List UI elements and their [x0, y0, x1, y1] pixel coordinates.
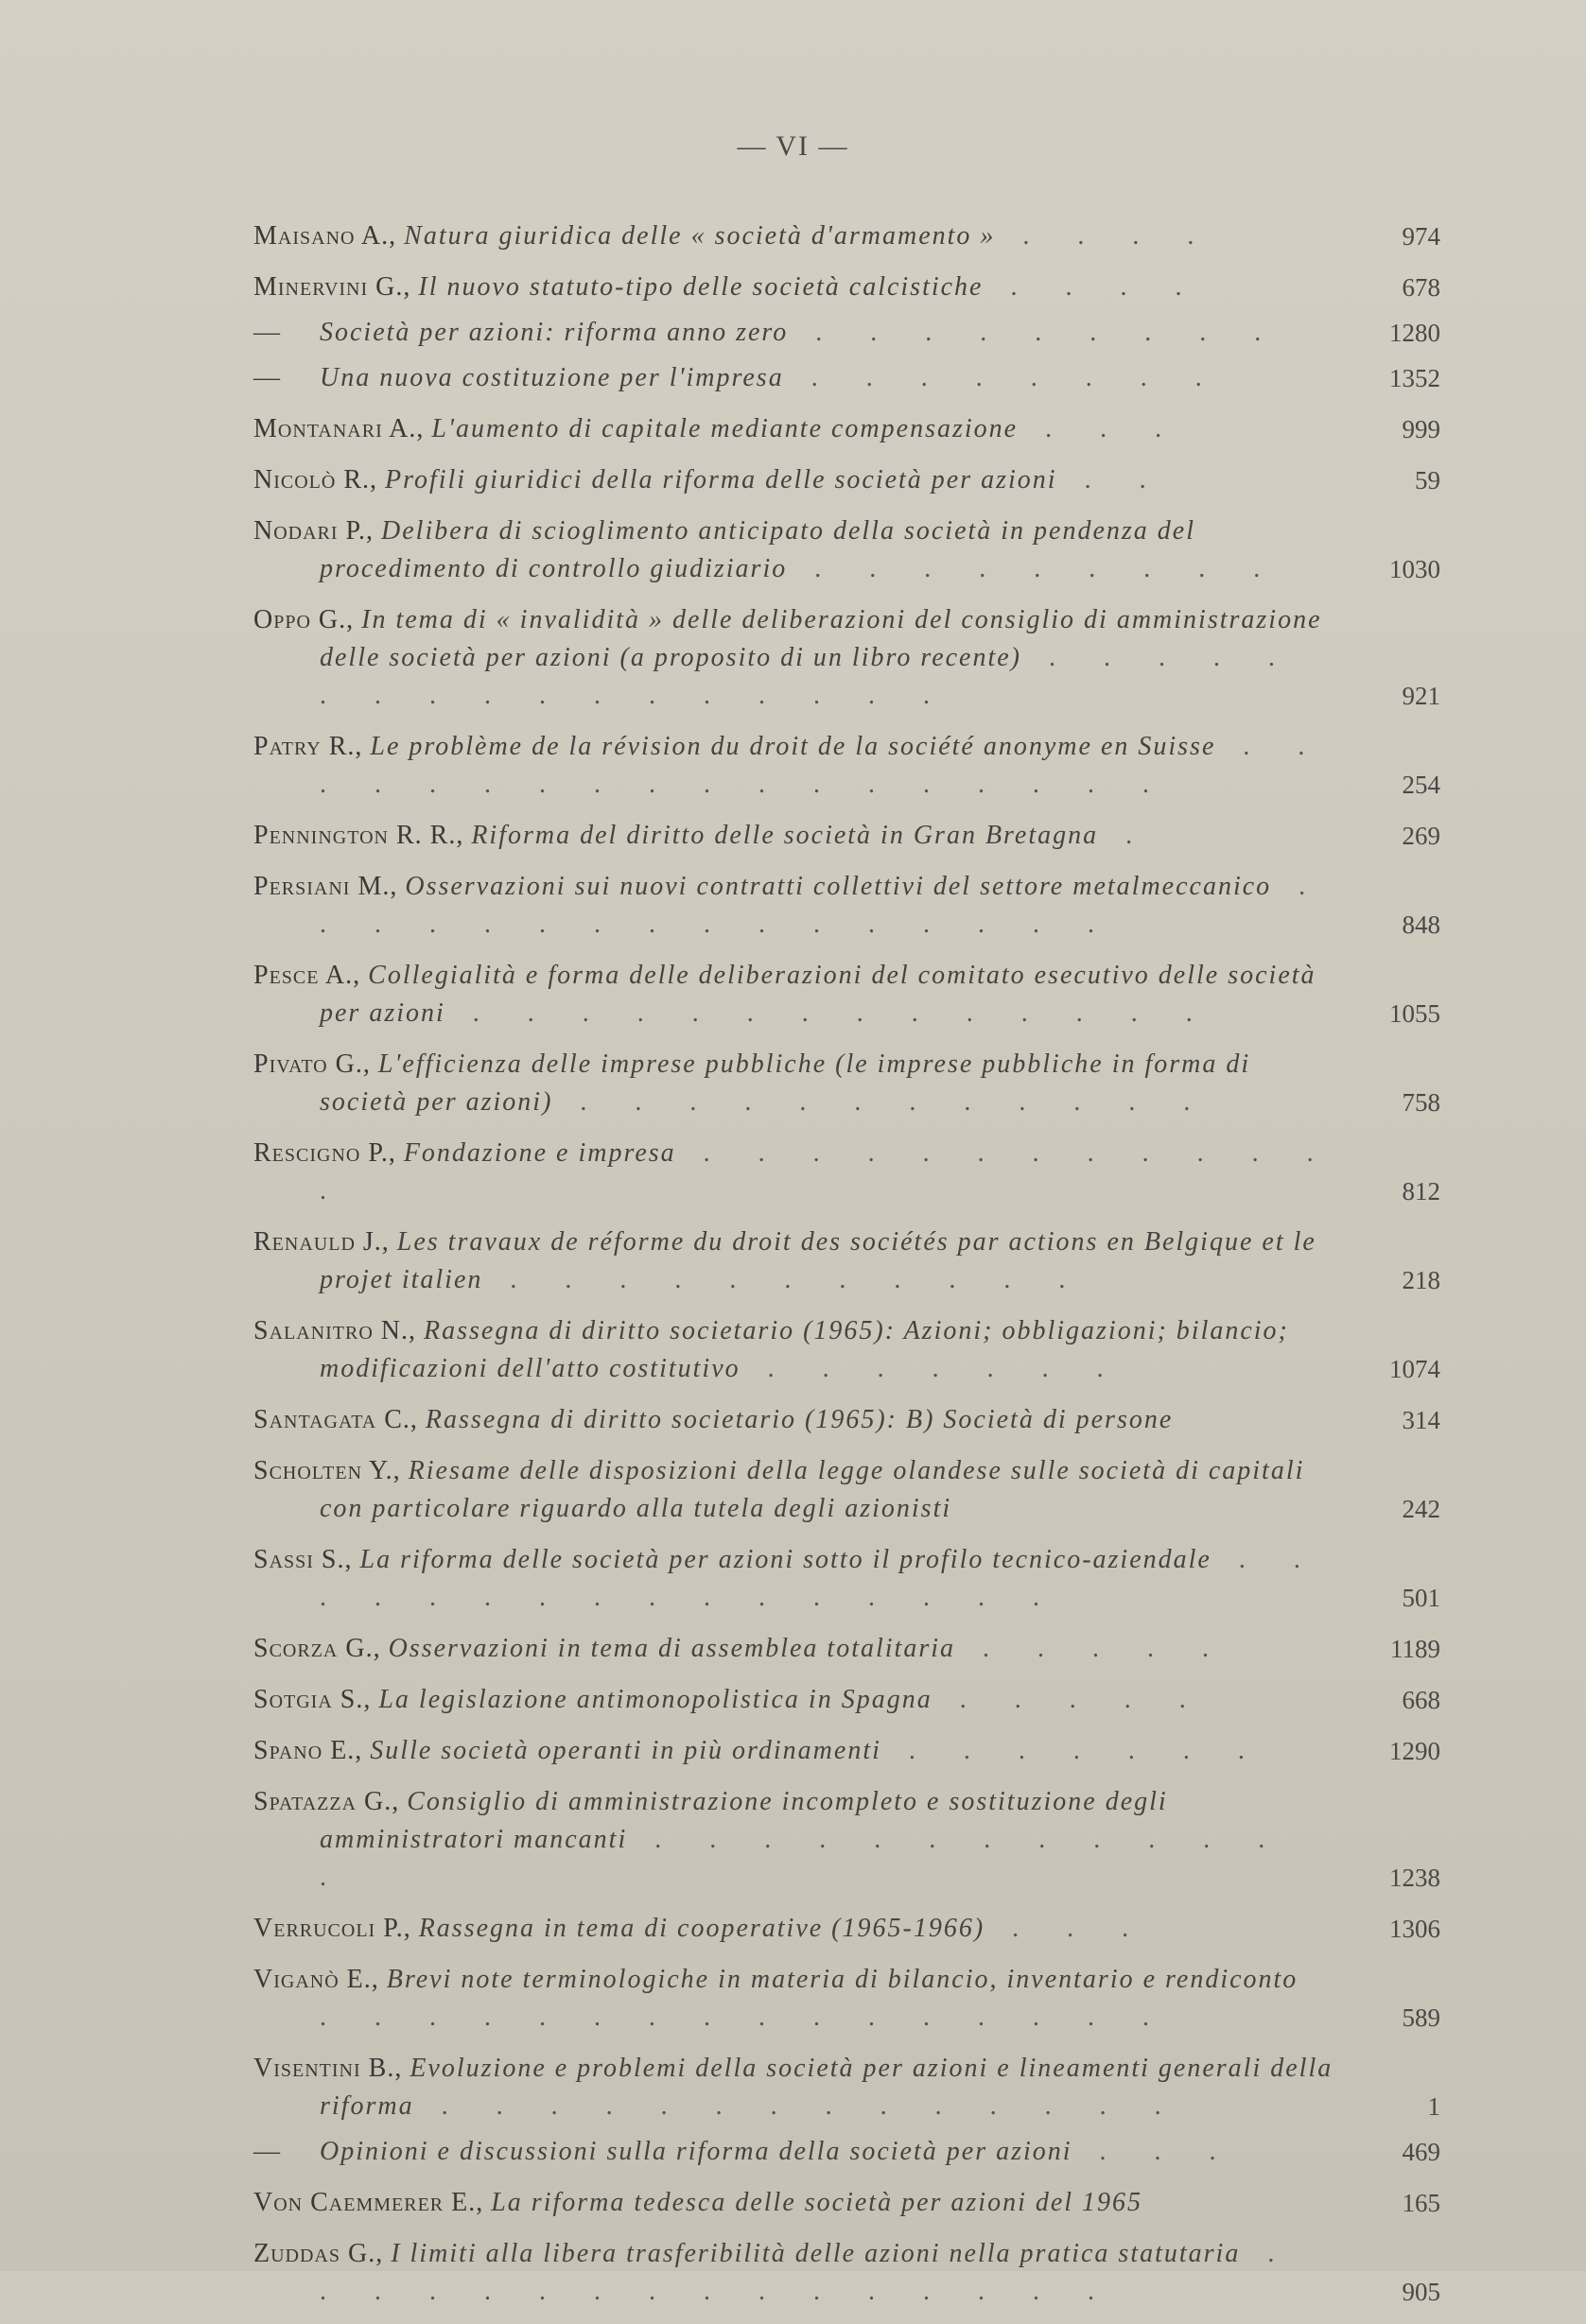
article-title: Consiglio di amministrazione incompleto e sostituzione degli amministratori mancanti — [320, 1787, 1168, 1854]
page-ref: 678 — [1402, 273, 1440, 302]
author-name: Patry R., — [253, 732, 371, 761]
dot-leader: . . . . . . . . . . . . . . . . — [320, 2003, 1170, 2032]
author-name: Pennington R. R., — [253, 821, 472, 850]
page-ref: 1352 — [1389, 364, 1440, 392]
author-name: Rescigno P., — [253, 1138, 404, 1168]
page-ref: 589 — [1402, 2003, 1440, 2032]
article-title: Le problème de la révision du droit de la société anonyme en Suisse — [370, 732, 1216, 761]
author-name: Oppo G., — [253, 605, 362, 634]
article-title: Natura giuridica delle « società d'armamento » — [404, 221, 996, 251]
dot-leader: . . . — [1018, 414, 1183, 443]
author-name: Zuddas G., — [253, 2239, 392, 2268]
page-ref: 1280 — [1389, 319, 1440, 347]
index-entry — [253, 2184, 1440, 2222]
index-entry — [253, 1783, 1440, 1897]
index-entry — [253, 359, 1440, 397]
dot-leader: . . . . . . . — [740, 1354, 1124, 1383]
index-entry — [253, 1910, 1440, 1948]
page-ref: 905 — [1402, 2278, 1440, 2306]
index-entry — [253, 1732, 1440, 1770]
index-entry — [253, 2235, 1440, 2311]
dot-leader: . . . . . . . . . . . . . . . . . . — [320, 732, 1326, 799]
index-entry — [253, 601, 1440, 715]
author-name: Pivato G., — [253, 1049, 378, 1079]
page-ref: 1 — [1427, 2092, 1440, 2121]
author-name: Spatazza G., — [253, 1787, 408, 1816]
author-name: Persiani M., — [253, 872, 406, 901]
dot-leader: . . — [1056, 465, 1167, 494]
dot-leader: . . . . . . . . . . . . . . — [413, 2091, 1182, 2121]
dot-leader: . . . . . . . . . . . . . — [320, 1825, 1286, 1892]
page-ref: 242 — [1402, 1495, 1440, 1523]
article-title: Brevi note terminologiche in materia di bilancio, inventario e rendiconto — [386, 1965, 1298, 1994]
index-entry — [253, 410, 1440, 448]
article-title: Profili giuridici della riforma delle società per azioni — [385, 465, 1057, 494]
article-title: L'aumento di capitale mediante compensazione — [431, 414, 1019, 443]
dot-leader: . — [1098, 821, 1154, 850]
author-name: Maisano A., — [253, 221, 405, 251]
dot-leader: . . . . . . . . . . . . — [552, 1087, 1211, 1117]
dot-leader: . . . . . — [932, 1685, 1207, 1714]
index-entry — [253, 314, 1440, 352]
article-title: Rassegna in tema di cooperative (1965-1966) — [418, 1914, 985, 1943]
article-title: Fondazione e impresa — [403, 1138, 676, 1168]
dot-leader: . . . . . . . . . . . . . — [320, 1138, 1334, 1205]
article-title: Società per azioni: riforma anno zero — [320, 318, 789, 347]
page-ref: 1238 — [1389, 1864, 1440, 1892]
dot-leader: . . . . . . . . . . . . . . . . — [320, 872, 1327, 939]
author-name: Montanari A., — [253, 414, 432, 443]
author-index — [253, 217, 1440, 2324]
author-name: Von Caemmerer E., — [253, 2188, 492, 2217]
page-ref: 974 — [1402, 222, 1440, 251]
author-name: Nodari P., — [253, 516, 382, 546]
index-entry — [253, 1630, 1440, 1668]
article-title: Delibera di scioglimento anticipato della società in pendenza del procedimento di controllo giudiziario — [320, 516, 1196, 583]
page-ref: 469 — [1402, 2138, 1440, 2166]
article-title: Opinioni e discussioni sulla riforma della società per azioni — [320, 2137, 1072, 2166]
dot-leader: . . . — [1072, 2137, 1237, 2166]
author-name: Visentini B., — [253, 2054, 410, 2083]
page-ref: 1074 — [1389, 1355, 1440, 1383]
dot-leader: . . . . . . . . . . . . . . . . . — [320, 643, 1297, 710]
author-name: Salanitro N., — [253, 1316, 424, 1345]
index-entry — [253, 1312, 1440, 1388]
author-name: Scorza G., — [253, 1634, 389, 1663]
page-ref: 758 — [1402, 1088, 1440, 1117]
article-title: Sulle società operanti in più ordinamenti — [370, 1736, 881, 1765]
author-name: Nicolò R., — [253, 465, 385, 494]
article-title: La riforma delle società per azioni sotto il profilo tecnico-aziendale — [359, 1545, 1211, 1574]
article-title: Riesame delle disposizioni della legge olandese sulle società di capitali con particolare riguardo alla tutela degli azionisti — [320, 1456, 1305, 1523]
index-entry — [253, 461, 1440, 499]
page-ref: 1306 — [1389, 1915, 1440, 1943]
page-ref: 999 — [1402, 415, 1440, 443]
author-name: Santagata C., — [253, 1405, 426, 1434]
author-name: Sotgia S., — [253, 1685, 379, 1714]
dot-leader: . . . . . . . . . . . . . . . . — [320, 1545, 1321, 1612]
page-ref: 1030 — [1389, 555, 1440, 583]
page-ref: 501 — [1402, 1584, 1440, 1612]
article-title: Evoluzione e problemi della società per azioni e lineamenti generali della riforma — [320, 2054, 1333, 2121]
index-entry — [253, 217, 1440, 255]
dot-leader: . . . . . — [955, 1634, 1230, 1663]
article-title: Il nuovo statuto-tipo delle società calcistiche — [418, 272, 984, 302]
page-ref: 1290 — [1389, 1737, 1440, 1765]
page-ref: 1189 — [1390, 1635, 1440, 1663]
index-entry — [253, 2050, 1440, 2125]
dot-leader: . . . . . . . . . — [788, 318, 1282, 347]
article-title: La legislazione antimonopolistica in Spagna — [378, 1685, 932, 1714]
index-entry — [253, 512, 1440, 588]
page-ref: 314 — [1402, 1406, 1440, 1434]
dot-leader: . . . . . . . . . . . — [482, 1265, 1087, 1294]
index-entry — [253, 817, 1440, 855]
article-title: Les travaux de réforme du droit des sociétés par actions en Belgique et le projet italien — [320, 1227, 1316, 1294]
index-entry — [253, 1223, 1440, 1299]
dot-leader: . . . . . . . . — [783, 363, 1223, 392]
index-entry — [253, 1541, 1440, 1617]
repeat-dash: — — [253, 363, 280, 392]
article-title: I limiti alla libera trasferibilità delle azioni nella pratica statutaria — [391, 2239, 1241, 2268]
dot-leader: . . . . . . . . . . . . . . . . — [320, 2239, 1296, 2306]
author-name: Viganò E., — [253, 1965, 387, 1994]
index-entry — [253, 269, 1440, 306]
index-entry — [253, 1452, 1440, 1528]
article-title: Rassegna di diritto societario (1965): Azioni; obbligazioni; bilancio; modificazioni dell'atto costitutivo — [320, 1316, 1289, 1383]
author-name: Renauld J., — [253, 1227, 397, 1257]
article-title: Osservazioni sui nuovi contratti collettivi del settore metalmeccanico — [405, 872, 1272, 901]
page-ref: 269 — [1402, 822, 1440, 850]
page-ref: 848 — [1402, 911, 1440, 939]
author-name: Verrucoli P., — [253, 1914, 419, 1943]
page-ref: 59 — [1415, 466, 1440, 494]
index-entry — [253, 1401, 1440, 1439]
page-number: — VI — — [737, 130, 849, 162]
article-title: Collegialità e forma delle deliberazioni del comitato esecutivo delle società per azioni — [320, 961, 1316, 1028]
page-ref: 254 — [1402, 771, 1440, 799]
dot-leader: . . . . — [995, 221, 1215, 251]
author-name: Pesce A., — [253, 961, 369, 990]
page-ref: 812 — [1402, 1177, 1440, 1205]
dot-leader: . . . — [985, 1914, 1150, 1943]
article-title: Rassegna di diritto societario (1965): B) Società di persone — [425, 1405, 1174, 1434]
page-ref: 218 — [1402, 1266, 1440, 1294]
article-title: L'efficienza delle imprese pubbliche (le imprese pubbliche in forma di società per azioni) — [320, 1049, 1251, 1117]
dot-leader: . . . . — [983, 272, 1203, 302]
dot-leader: . . . . . . . — [880, 1736, 1265, 1765]
dot-leader: . . . . . . . . . — [787, 554, 1281, 583]
page-ref: 921 — [1402, 682, 1440, 710]
index-entry — [253, 1135, 1440, 1210]
author-name: Sassi S., — [253, 1545, 360, 1574]
index-entry — [253, 957, 1440, 1032]
author-name: Spano E., — [253, 1736, 371, 1765]
author-name: Minervini G., — [253, 272, 419, 302]
article-title: Una nuova costituzione per l'impresa — [320, 363, 784, 392]
author-name: Scholten Y., — [253, 1456, 409, 1485]
article-title: La riforma tedesca delle società per azioni del 1965 — [491, 2188, 1143, 2217]
index-entry — [253, 2133, 1440, 2171]
repeat-dash: — — [253, 318, 280, 347]
article-title: In tema di « invalidità » delle deliberazioni del consiglio di amministrazione delle società per azioni (a proposito di un libro recente) — [320, 605, 1322, 672]
article-title: Riforma del diritto delle società in Gran Bretagna — [471, 821, 1099, 850]
page-ref: 668 — [1402, 1686, 1440, 1714]
index-entry — [253, 728, 1440, 804]
page-ref: 1055 — [1389, 999, 1440, 1028]
article-title: Osservazioni in tema di assemblea totalitaria — [388, 1634, 956, 1663]
index-entry — [253, 1046, 1440, 1121]
index-entry — [253, 1961, 1440, 2037]
index-entry — [253, 1681, 1440, 1719]
repeat-dash: — — [253, 2137, 280, 2166]
index-entry — [253, 868, 1440, 944]
page-ref: 165 — [1402, 2189, 1440, 2217]
dot-leader: . . . . . . . . . . . . . . — [444, 998, 1213, 1028]
